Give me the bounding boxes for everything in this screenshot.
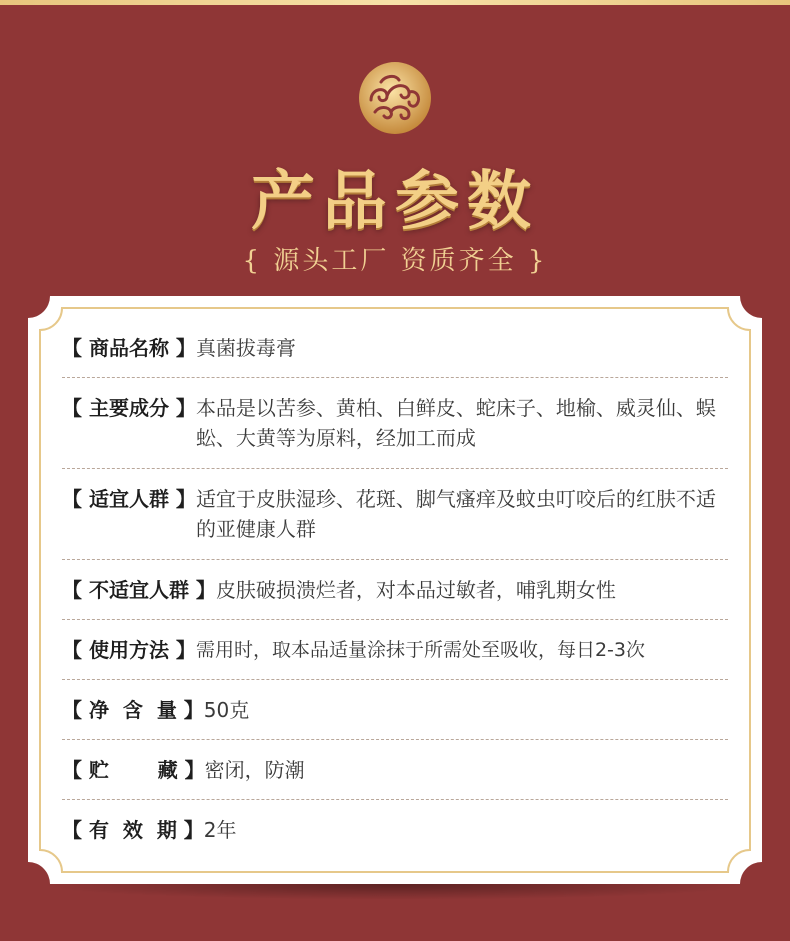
param-row-net-content bbox=[62, 680, 728, 740]
param-label: 【 净 含 量 】 bbox=[62, 698, 204, 722]
param-row-unsuitable bbox=[62, 560, 728, 620]
param-label: 【 使用方法 】 bbox=[62, 638, 196, 662]
param-row-ingredients bbox=[62, 378, 728, 469]
param-value: 真菌拔毒膏 bbox=[195, 336, 296, 360]
top-gold-stripe bbox=[0, 0, 790, 5]
param-label: 【 不适宜人群 】 bbox=[62, 578, 216, 602]
param-value: 皮肤破损溃烂者，对本品过敏者，哺乳期女性 bbox=[215, 578, 616, 602]
param-label: 【 主要成分 】 bbox=[62, 396, 196, 420]
param-row-usage bbox=[62, 620, 728, 680]
param-row-name bbox=[62, 318, 728, 378]
param-row-shelf-life bbox=[62, 800, 728, 860]
param-value: 50克 bbox=[203, 698, 250, 722]
param-value: 2年 bbox=[203, 818, 237, 842]
param-row-storage bbox=[62, 740, 728, 800]
cloud-emblem-icon bbox=[357, 60, 433, 136]
param-value: 适宜于皮肤湿珍、花斑、脚气瘙痒及蚊虫叮咬后的红肤不适的亚健康人群 bbox=[195, 487, 716, 541]
parameter-list bbox=[62, 318, 728, 860]
page-subtitle: { 源头工厂 资质齐全 } bbox=[242, 246, 548, 276]
param-label: 【 适宜人群 】 bbox=[62, 487, 196, 511]
param-value: 密闭，防潮 bbox=[204, 758, 305, 782]
param-label: 【 有 效 期 】 bbox=[62, 818, 204, 842]
param-label: 【 商品名称 】 bbox=[62, 336, 196, 360]
page-title: 产品参数 bbox=[251, 164, 539, 239]
param-value: 本品是以苦参、黄柏、白鲜皮、蛇床子、地榆、威灵仙、蜈蚣、大黄等为原料，经加工而成 bbox=[195, 396, 716, 450]
param-label: 【 贮 藏 】 bbox=[62, 758, 205, 782]
param-row-suitable bbox=[62, 469, 728, 560]
param-value: 需用时，取本品适量涂抹于所需处至吸收，每日2-3次 bbox=[195, 639, 645, 661]
